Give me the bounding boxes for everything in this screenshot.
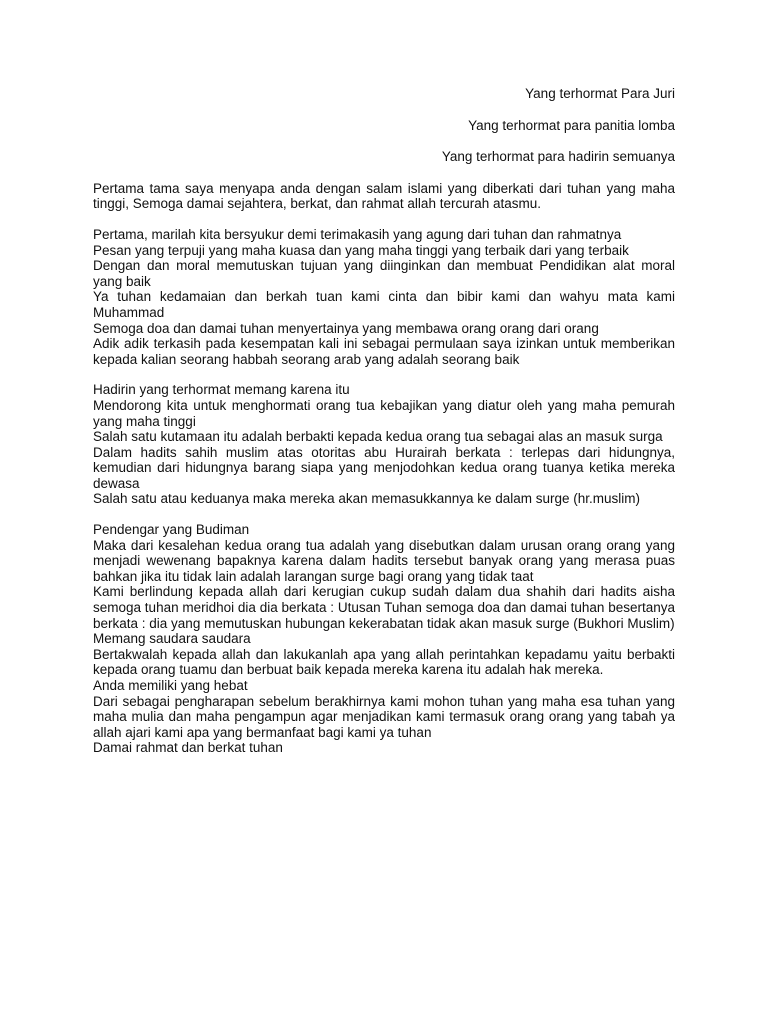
paragraph-line: Maka dari kesalehan kedua orang tua adalah yang disebutkan dalam urusan orang orang yang menjadi wewenang bapaknya karena dalam hadits tersebut banyak orang yang merasa puas bahkan jika itu tidak lain adalah larangan surge bagi orang yang tidak taat <box>93 537 675 584</box>
paragraph-line: Bertakwalah kepada allah dan lakukanlah apa yang allah perintahkan kepadamu yaitu berbakti kepada orang tuamu dan berbuat baik kepada mereka karena itu adalah hak mereka. <box>93 646 675 678</box>
paragraph-line: Pertama, marilah kita bersyukur demi terimakasih yang agung dari tuhan dan rahmatnya <box>93 226 622 242</box>
paragraph-line: Damai rahmat dan berkat tuhan <box>93 740 283 756</box>
paragraph-line: Salah satu atau keduanya maka mereka akan memasukkannya ke dalam surge (hr.muslim) <box>93 491 641 507</box>
paragraph-line: Semoga doa dan damai tuhan menyertainya yang membawa orang orang dari orang <box>93 320 599 336</box>
paragraph-line: Memang saudara saudara <box>93 631 251 647</box>
speech-document <box>93 86 675 771</box>
paragraph-closing <box>93 522 675 756</box>
paragraph-line: Dalam hadits sahih muslim atas otoritas abu Hurairah berkata : terlepas dari hidungnya, kemudian dari hidungnya barang siapa yang menjodohkan kedua orang tuanya ketika mereka dewasa <box>93 444 675 491</box>
paragraph-parents <box>93 382 675 507</box>
paragraph-line: Hadirin yang terhormat memang karena itu <box>93 382 350 398</box>
paragraph-line: Pertama tama saya menyapa anda dengan salam islami yang diberkati dari tuhan yang maha tinggi, Semoga damai sejahtera, berkat, dan rahmat allah tercurah atasmu. <box>93 180 675 212</box>
paragraph-gratitude <box>93 227 675 367</box>
paragraph-line: Pendengar yang Budiman <box>93 522 250 538</box>
paragraph-line: Dengan dan moral memutuskan tujuan yang diinginkan dan membuat Pendidikan alat moral yang baik <box>93 258 675 289</box>
salutation-line: Yang terhormat para panitia lomba <box>468 117 675 133</box>
paragraph-line: Pesan yang terpuji yang maha kuasa dan yang maha tinggi yang terbaik dari yang terbaik <box>93 242 629 258</box>
salutation-block <box>93 86 675 165</box>
paragraph-line: Salah satu kutamaan itu adalah berbakti kepada kedua orang tua sebagai alas an masuk surga <box>93 429 663 445</box>
paragraph-line: Adik adik terkasih pada kesempatan kali ini sebagai permulaan saya izinkan untuk memberikan kepada kalian seorang habbah seorang arab yang adalah seorang baik <box>93 336 675 367</box>
paragraph-line: Kami berlindung kepada allah dari kerugian cukup sudah dalam dua shahih dari hadits aisha semoga tuhan meridhoi dia dia berkata : Utusan Tuhan semoga doa dan damai tuhan besertanya berkata : dia yang memutuskan hubungan kekerabatan tidak akan masuk surge (Bukhori Muslim) <box>93 584 675 631</box>
paragraph-opening <box>93 181 675 212</box>
paragraph-line: Mendorong kita untuk menghormati orang tua kebajikan yang diatur oleh yang maha pemurah yang maha tinggi <box>93 397 675 429</box>
paragraph-line: Dari sebagai pengharapan sebelum berakhirnya kami mohon tuhan yang maha esa tuhan yang maha mulia dan maha pengampun agar menjadikan kami termasuk orang orang yang tabah ya allah ajari kami apa yang bermanfaat bagi kami ya tuhan <box>93 693 675 740</box>
salutation-line: Yang terhormat Para Juri <box>525 86 675 101</box>
salutation-line: Yang terhormat para hadirin semuanya <box>441 149 675 165</box>
paragraph-line: Ya tuhan kedamaian dan berkah tuan kami cinta dan bibir kami dan wahyu mata kami Muhammad <box>93 289 675 320</box>
paragraph-line: Anda memiliki yang hebat <box>93 678 248 693</box>
